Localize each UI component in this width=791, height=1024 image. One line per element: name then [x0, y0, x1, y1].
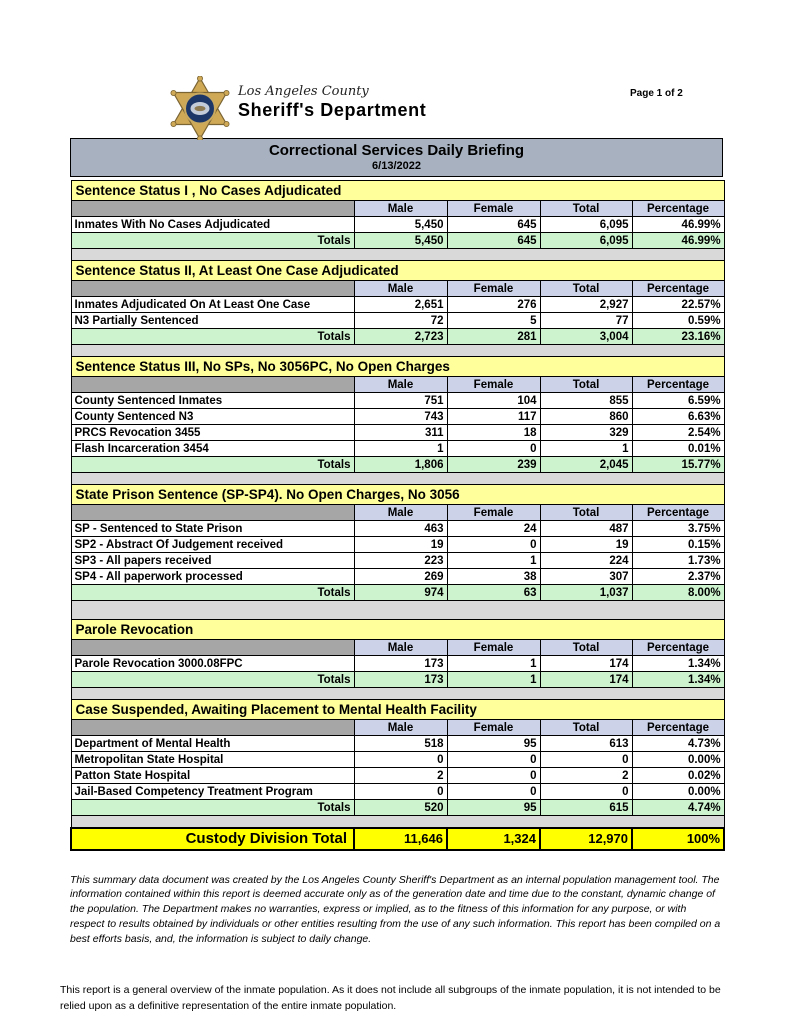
- male-value: 173: [354, 656, 447, 672]
- row-label: SP4 - All paperwork processed: [71, 569, 354, 585]
- female-value: 1: [447, 656, 540, 672]
- percentage-total: 46.99%: [632, 233, 724, 249]
- total-value: 1: [540, 441, 632, 457]
- female-value: 18: [447, 425, 540, 441]
- female-value: 0: [447, 784, 540, 800]
- total-value: 77: [540, 313, 632, 329]
- report-header: [0, 76, 791, 136]
- table-row: [71, 784, 724, 800]
- column-header-percentage: Percentage: [632, 720, 724, 736]
- male-total: 974: [354, 585, 447, 601]
- male-value: 0: [354, 752, 447, 768]
- male-value: 0: [354, 784, 447, 800]
- section-title: Sentence Status II, At Least One Case Adjudicated: [71, 261, 724, 281]
- female-value: 24: [447, 521, 540, 537]
- section-header-row: [71, 700, 724, 720]
- totals-row: [71, 329, 724, 345]
- percentage-total: 4.74%: [632, 800, 724, 816]
- row-label: Metropolitan State Hospital: [71, 752, 354, 768]
- total-value: 855: [540, 393, 632, 409]
- table-row: [71, 537, 724, 553]
- totals-label: Totals: [71, 672, 354, 688]
- percentage-value: 0.02%: [632, 768, 724, 784]
- percentage-value: 46.99%: [632, 217, 724, 233]
- female-value: 276: [447, 297, 540, 313]
- total-total: 615: [540, 800, 632, 816]
- total-value: 174: [540, 656, 632, 672]
- female-value: 104: [447, 393, 540, 409]
- percentage-value: 0.15%: [632, 537, 724, 553]
- percentage-value: 2.54%: [632, 425, 724, 441]
- grand-total-male: 11,646: [354, 828, 447, 850]
- total-total: 174: [540, 672, 632, 688]
- female-total: 1: [447, 672, 540, 688]
- total-value: 2,927: [540, 297, 632, 313]
- row-label: Parole Revocation 3000.08FPC: [71, 656, 354, 672]
- label-column-header: [71, 505, 354, 521]
- male-value: 223: [354, 553, 447, 569]
- section-title: Sentence Status I , No Cases Adjudicated: [71, 181, 724, 201]
- total-value: 19: [540, 537, 632, 553]
- totals-row: [71, 672, 724, 688]
- percentage-value: 3.75%: [632, 521, 724, 537]
- totals-label: Totals: [71, 329, 354, 345]
- totals-row: [71, 800, 724, 816]
- section-spacer: [71, 601, 724, 620]
- table-row: [71, 393, 724, 409]
- section-header-row: [71, 357, 724, 377]
- section-spacer: [71, 345, 724, 357]
- female-total: 63: [447, 585, 540, 601]
- percentage-value: 0.01%: [632, 441, 724, 457]
- percentage-value: 6.59%: [632, 393, 724, 409]
- section-title: Case Suspended, Awaiting Placement to Mental Health Facility: [71, 700, 724, 720]
- table-row: [71, 521, 724, 537]
- table-row: [71, 425, 724, 441]
- total-total: 6,095: [540, 233, 632, 249]
- disclaimer-text: This summary data document was created by the Los Angeles County Sheriff's Department as an internal population management tool. The information contained within this report is deemed accurate only as of the generation date and time due to the constant, dynamic change of the population. The Department makes no warranties, express or implied, as to the fitness of this information for any purpose, or with respect to results obtained by individuals or other entities resulting from the use of any such information. This report has been compiled on a best efforts basis, and, the information is subject to daily change.: [70, 873, 721, 946]
- total-value: 613: [540, 736, 632, 752]
- grand-total-female: 1,324: [447, 828, 540, 850]
- row-label: Flash Incarceration 3454: [71, 441, 354, 457]
- female-value: 0: [447, 768, 540, 784]
- table-row: [71, 297, 724, 313]
- section-header-row: [71, 620, 724, 640]
- percentage-value: 0.00%: [632, 784, 724, 800]
- total-value: 487: [540, 521, 632, 537]
- column-header-female: Female: [447, 377, 540, 393]
- label-column-header: [71, 377, 354, 393]
- document-title: Correctional Services Daily Briefing: [268, 142, 525, 159]
- percentage-value: 1.73%: [632, 553, 724, 569]
- logo-department-name: Sheriff's Department: [238, 100, 427, 120]
- column-header-percentage: Percentage: [632, 201, 724, 217]
- column-header-row: [71, 281, 724, 297]
- female-value: 645: [447, 217, 540, 233]
- section-spacer: [71, 473, 724, 485]
- column-header-total: Total: [540, 377, 632, 393]
- label-column-header: [71, 281, 354, 297]
- column-header-row: [71, 640, 724, 656]
- totals-label: Totals: [71, 800, 354, 816]
- logo-text: [238, 84, 426, 121]
- page-number: Page 1 of 2: [630, 88, 683, 99]
- column-header-female: Female: [447, 505, 540, 521]
- total-value: 0: [540, 784, 632, 800]
- column-header-percentage: Percentage: [632, 377, 724, 393]
- male-value: 311: [354, 425, 447, 441]
- totals-row: [71, 457, 724, 473]
- grand-total-total: 12,970: [540, 828, 632, 850]
- logo-county-name: Los Angeles County: [238, 84, 369, 99]
- column-header-female: Female: [447, 201, 540, 217]
- row-label: SP - Sentenced to State Prison: [71, 521, 354, 537]
- row-label: Jail-Based Competency Treatment Program: [71, 784, 354, 800]
- female-total: 239: [447, 457, 540, 473]
- column-header-male: Male: [354, 720, 447, 736]
- total-value: 307: [540, 569, 632, 585]
- male-value: 518: [354, 736, 447, 752]
- document-date: 6/13/2022: [372, 160, 421, 172]
- row-label: SP2 - Abstract Of Judgement received: [71, 537, 354, 553]
- section-spacer: [71, 816, 724, 828]
- table-row: [71, 768, 724, 784]
- table-row: [71, 736, 724, 752]
- percentage-value: 0.00%: [632, 752, 724, 768]
- column-header-row: [71, 720, 724, 736]
- column-header-total: Total: [540, 505, 632, 521]
- percentage-total: 1.34%: [632, 672, 724, 688]
- grand-total-percentage: 100%: [632, 828, 724, 850]
- female-total: 645: [447, 233, 540, 249]
- row-label: Inmates With No Cases Adjudicated: [71, 217, 354, 233]
- table-row: [71, 569, 724, 585]
- section-header-row: [71, 181, 724, 201]
- column-header-row: [71, 505, 724, 521]
- male-total: 1,806: [354, 457, 447, 473]
- female-value: 117: [447, 409, 540, 425]
- female-value: 0: [447, 752, 540, 768]
- footnote-text: This report is a general overview of the inmate population. As it does not include all subgroups of the inmate population, it is not intended to be relied upon as a definitive representation of the entire inmate population.: [60, 984, 721, 1012]
- totals-label: Totals: [71, 233, 354, 249]
- percentage-total: 23.16%: [632, 329, 724, 345]
- row-label: County Sentenced Inmates: [71, 393, 354, 409]
- section-header-row: [71, 485, 724, 505]
- label-column-header: [71, 640, 354, 656]
- totals-label: Totals: [71, 457, 354, 473]
- row-label: Department of Mental Health: [71, 736, 354, 752]
- row-label: PRCS Revocation 3455: [71, 425, 354, 441]
- column-header-male: Male: [354, 640, 447, 656]
- male-value: 269: [354, 569, 447, 585]
- total-value: 6,095: [540, 217, 632, 233]
- female-total: 95: [447, 800, 540, 816]
- column-header-male: Male: [354, 281, 447, 297]
- percentage-value: 0.59%: [632, 313, 724, 329]
- sheriff-star-icon: [168, 76, 232, 140]
- male-value: 743: [354, 409, 447, 425]
- percentage-value: 2.37%: [632, 569, 724, 585]
- total-value: 0: [540, 752, 632, 768]
- male-total: 520: [354, 800, 447, 816]
- column-header-total: Total: [540, 720, 632, 736]
- male-value: 751: [354, 393, 447, 409]
- table-row: [71, 752, 724, 768]
- column-header-row: [71, 201, 724, 217]
- percentage-value: 6.63%: [632, 409, 724, 425]
- table-row: [71, 217, 724, 233]
- row-label: County Sentenced N3: [71, 409, 354, 425]
- total-value: 860: [540, 409, 632, 425]
- total-total: 1,037: [540, 585, 632, 601]
- column-header-percentage: Percentage: [632, 281, 724, 297]
- table-row: [71, 553, 724, 569]
- female-value: 0: [447, 441, 540, 457]
- totals-label: Totals: [71, 585, 354, 601]
- row-label: Patton State Hospital: [71, 768, 354, 784]
- percentage-total: 8.00%: [632, 585, 724, 601]
- female-total: 281: [447, 329, 540, 345]
- column-header-male: Male: [354, 201, 447, 217]
- column-header-total: Total: [540, 281, 632, 297]
- section-header-row: [71, 261, 724, 281]
- percentage-value: 4.73%: [632, 736, 724, 752]
- column-header-female: Female: [447, 281, 540, 297]
- label-column-header: [71, 720, 354, 736]
- total-value: 2: [540, 768, 632, 784]
- percentage-value: 1.34%: [632, 656, 724, 672]
- totals-row: [71, 585, 724, 601]
- table-row: [71, 313, 724, 329]
- sheriff-logo: [168, 76, 426, 140]
- table-row: [71, 441, 724, 457]
- section-title: State Prison Sentence (SP-SP4). No Open Charges, No 3056: [71, 485, 724, 505]
- column-header-female: Female: [447, 720, 540, 736]
- total-total: 3,004: [540, 329, 632, 345]
- section-spacer: [71, 688, 724, 700]
- female-value: 95: [447, 736, 540, 752]
- column-header-row: [71, 377, 724, 393]
- total-value: 329: [540, 425, 632, 441]
- column-header-male: Male: [354, 505, 447, 521]
- female-value: 1: [447, 553, 540, 569]
- section-spacer: [71, 249, 724, 261]
- female-value: 38: [447, 569, 540, 585]
- document-title-bar: [70, 138, 723, 177]
- row-label: SP3 - All papers received: [71, 553, 354, 569]
- male-value: 1: [354, 441, 447, 457]
- briefing-table: [70, 180, 725, 851]
- grand-total-label: Custody Division Total: [71, 828, 354, 850]
- total-total: 2,045: [540, 457, 632, 473]
- male-value: 5,450: [354, 217, 447, 233]
- table-row: [71, 656, 724, 672]
- totals-row: [71, 233, 724, 249]
- male-value: 2,651: [354, 297, 447, 313]
- row-label: Inmates Adjudicated On At Least One Case: [71, 297, 354, 313]
- label-column-header: [71, 201, 354, 217]
- percentage-value: 22.57%: [632, 297, 724, 313]
- total-value: 224: [540, 553, 632, 569]
- male-total: 2,723: [354, 329, 447, 345]
- column-header-female: Female: [447, 640, 540, 656]
- column-header-total: Total: [540, 640, 632, 656]
- male-value: 2: [354, 768, 447, 784]
- table-row: [71, 409, 724, 425]
- section-title: Sentence Status III, No SPs, No 3056PC, No Open Charges: [71, 357, 724, 377]
- section-title: Parole Revocation: [71, 620, 724, 640]
- column-header-total: Total: [540, 201, 632, 217]
- female-value: 0: [447, 537, 540, 553]
- column-header-percentage: Percentage: [632, 505, 724, 521]
- male-value: 463: [354, 521, 447, 537]
- percentage-total: 15.77%: [632, 457, 724, 473]
- male-total: 173: [354, 672, 447, 688]
- female-value: 5: [447, 313, 540, 329]
- column-header-male: Male: [354, 377, 447, 393]
- row-label: N3 Partially Sentenced: [71, 313, 354, 329]
- column-header-percentage: Percentage: [632, 640, 724, 656]
- custody-division-total-row: [71, 828, 724, 850]
- male-total: 5,450: [354, 233, 447, 249]
- male-value: 19: [354, 537, 447, 553]
- male-value: 72: [354, 313, 447, 329]
